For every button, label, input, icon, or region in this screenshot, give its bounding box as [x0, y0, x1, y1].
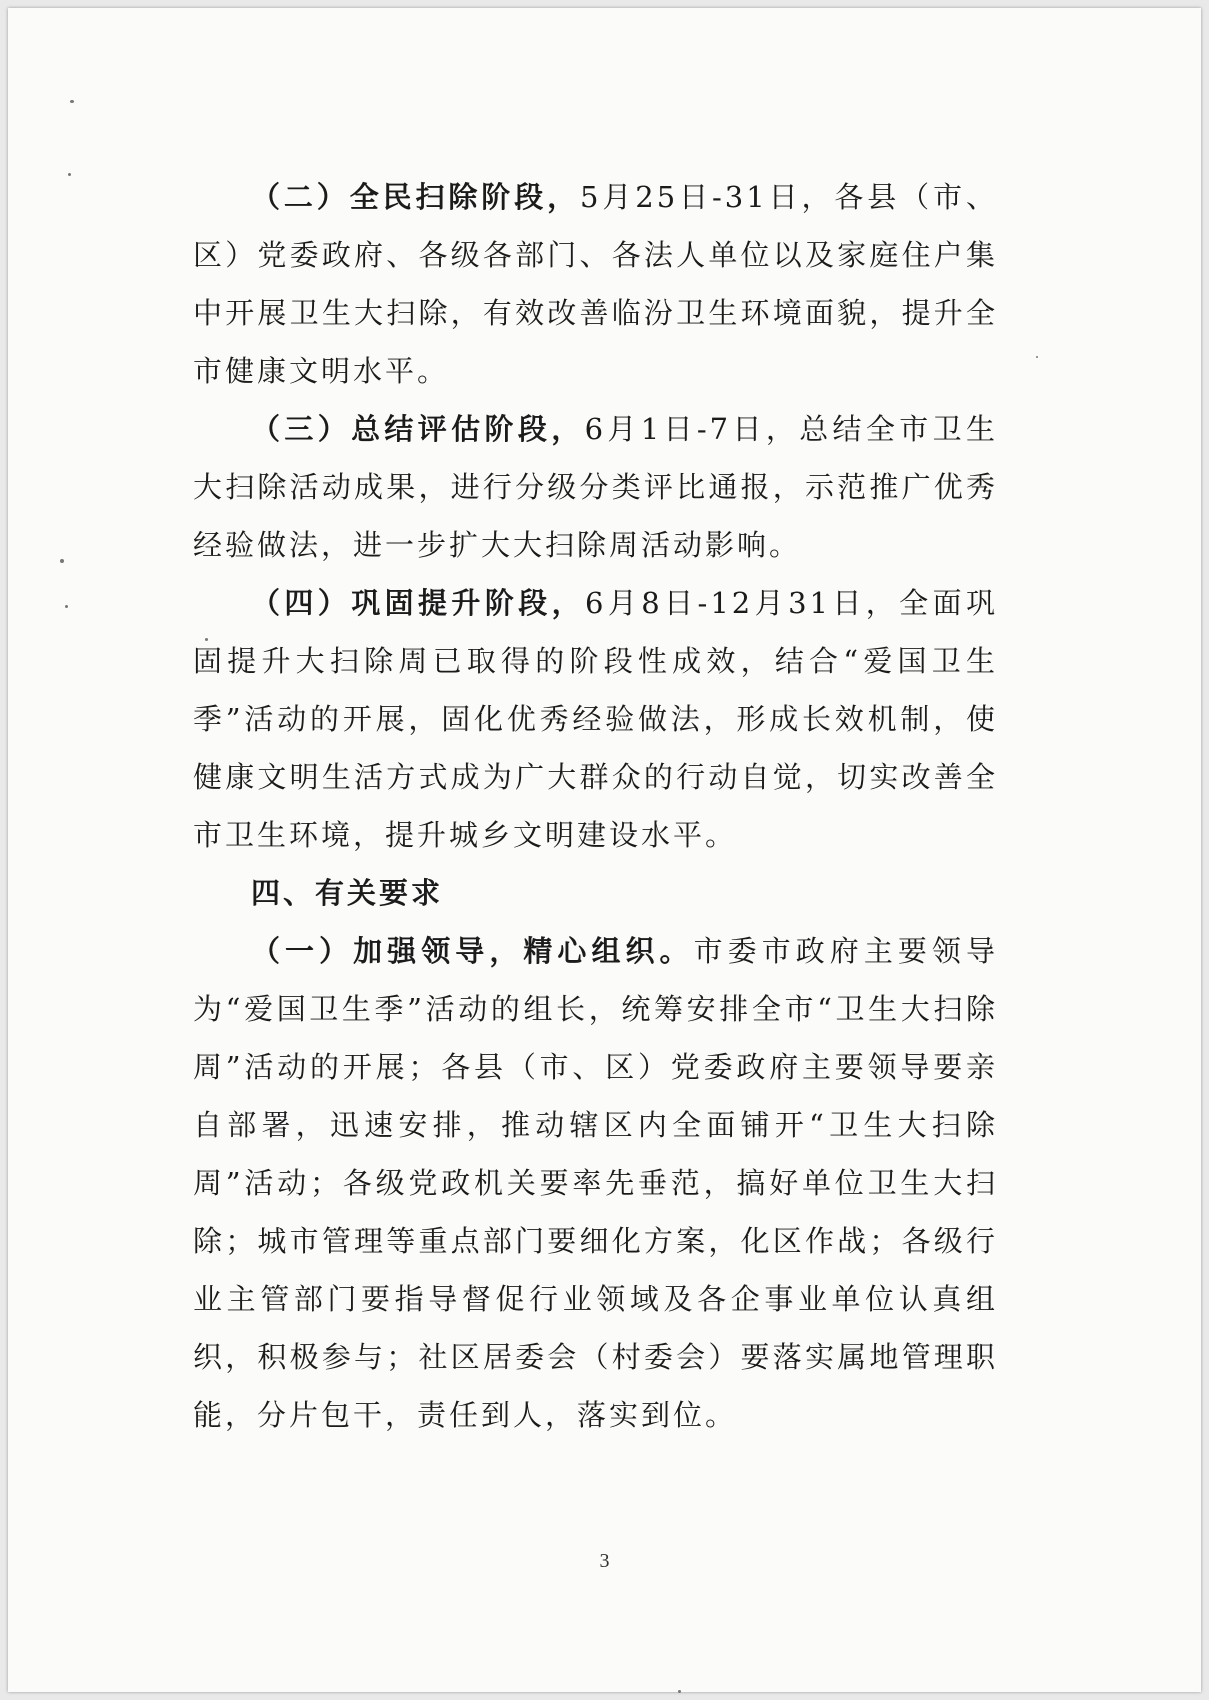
paragraph-lead: （二）全民扫除阶段， — [251, 180, 581, 214]
paragraph-lead: （三）总结评估阶段， — [251, 412, 585, 446]
document-body — [193, 168, 998, 1444]
paragraph-lead: （一）加强领导，精心组织。 — [251, 934, 694, 968]
scan-speck — [70, 100, 74, 103]
document-page — [8, 8, 1201, 1692]
paragraph-summary-stage — [193, 400, 998, 574]
scan-speck — [65, 605, 68, 608]
scan-speck — [678, 1690, 681, 1693]
scan-speck — [1036, 356, 1038, 358]
scan-speck — [68, 173, 71, 176]
paragraph-body: 5月25日-31日，各县（市、区）党委政府、各级各部门、各法人单位以及家庭住户集中开展卫生大扫除，有效改善临汾卫生环境面貌，提升全市健康文明水平。 — [193, 180, 998, 388]
paragraph-leadership-requirement — [193, 922, 998, 1444]
paragraph-lead: （四）巩固提升阶段， — [251, 586, 586, 620]
page-number: 3 — [599, 1550, 610, 1572]
section-heading: 四、有关要求 — [251, 876, 444, 910]
scan-speck — [205, 638, 208, 641]
paragraph-body: 6月8日-12月31日，全面巩固提升大扫除周已取得的阶段性成效，结合“爱国卫生季”活动的开展，固化优秀经验做法，形成长效机制，使健康文明生活方式成为广大群众的行动自觉，切实改善全市卫生环境，提升城乡文明建设水平。 — [193, 586, 998, 852]
paragraph-body: 市委市政府主要领导为“爱国卫生季”活动的组长，统筹安排全市“卫生大扫除周”活动的开展；各县（市、区）党委政府主要领导要亲自部署，迅速安排，推动辖区内全面铺开“卫生大扫除周”活动；各级党政机关要率先垂范，搞好单位卫生大扫除；城市管理等重点部门要细化方案，化区作战；各级行业主管部门要指导督促行业领域及各企事业单位认真组织，积极参与；社区居委会（村委会）要落实属地管理职能，分片包干，责任到人，落实到位。 — [193, 934, 998, 1432]
paragraph-consolidation-stage — [193, 574, 998, 864]
scan-speck — [60, 559, 64, 563]
paragraph-body: 6月1日-7日，总结全市卫生大扫除活动成果，进行分级分类评比通报，示范推广优秀经验做法，进一步扩大大扫除周活动影响。 — [193, 412, 998, 562]
paragraph-full-cleaning-stage — [193, 168, 998, 400]
